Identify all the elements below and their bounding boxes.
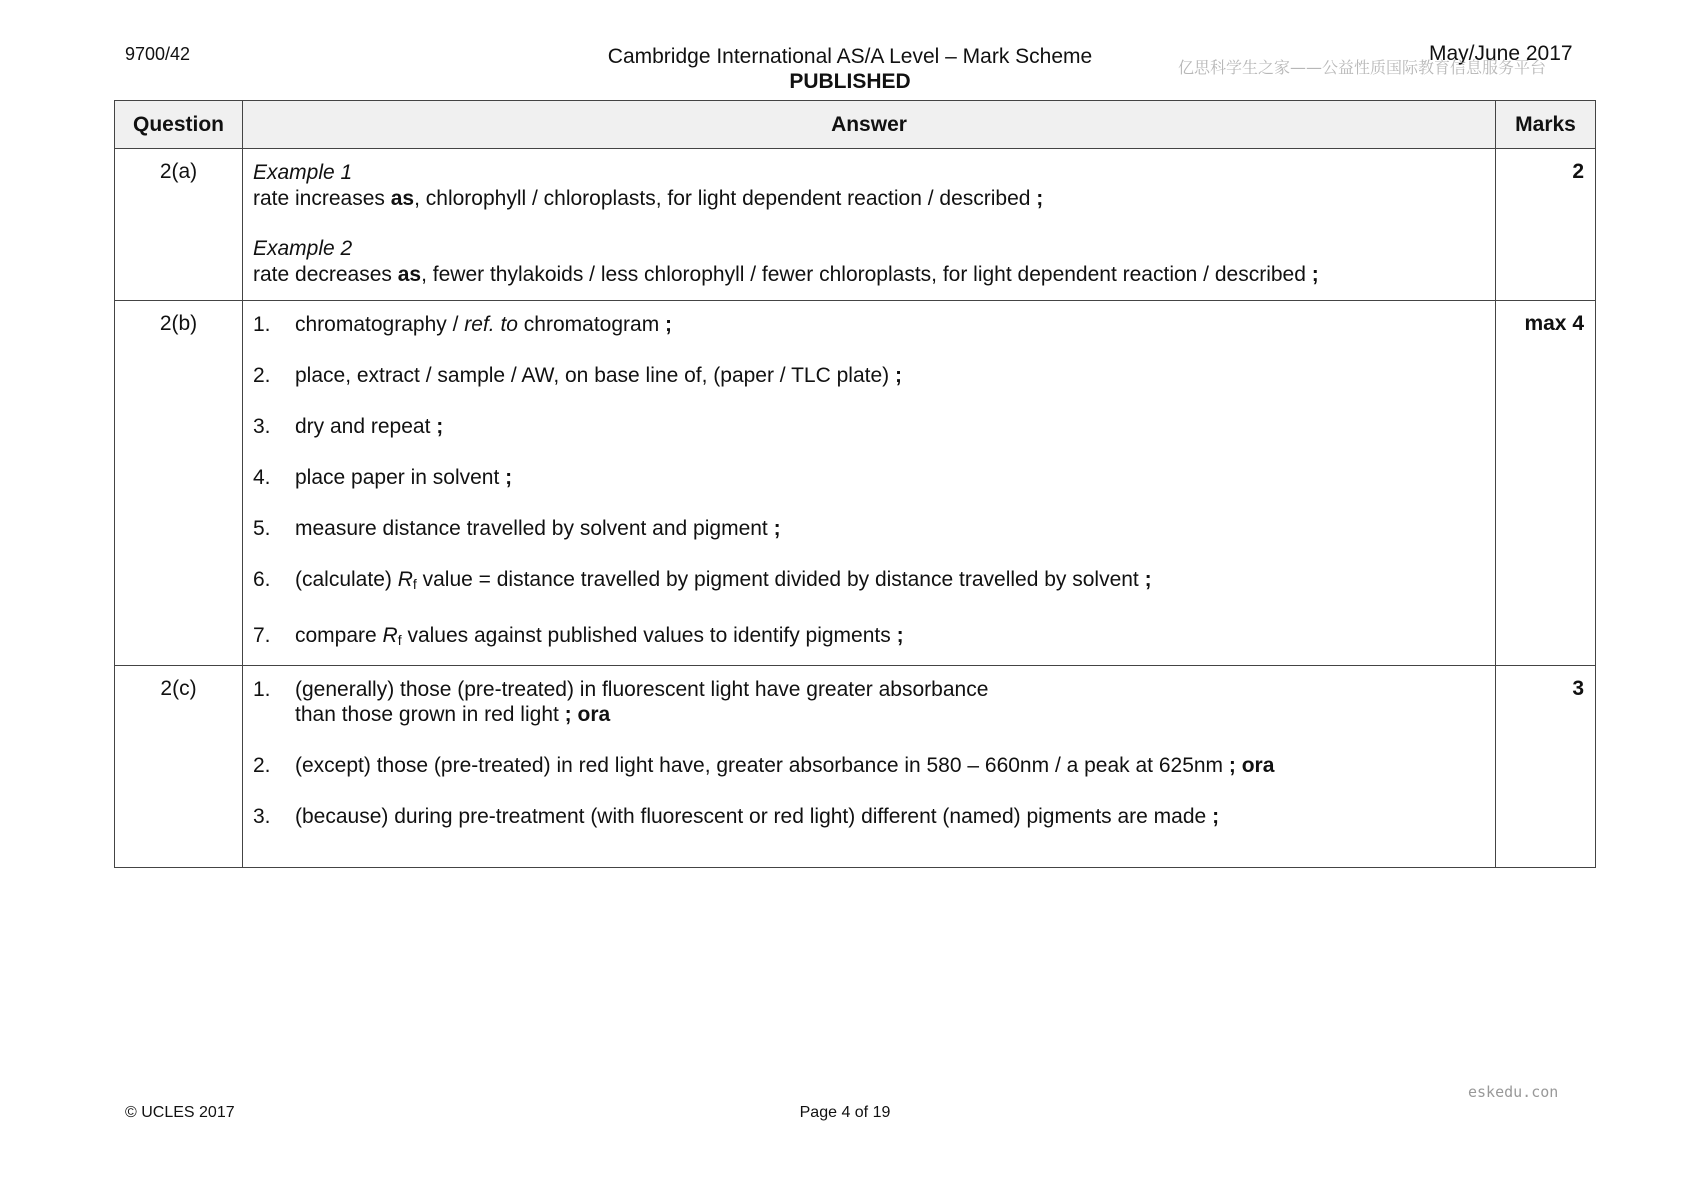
- marks-header: Marks: [1496, 101, 1596, 149]
- published-label: PUBLISHED: [789, 70, 911, 93]
- marking-point: 2. (except) those (pre-treated) in red light have, greater absorbance in 580 – 660nm / a peak at 625nm ; ora: [253, 754, 1275, 777]
- table-row: [115, 301, 1596, 666]
- example-answer: rate increases as, chlorophyll / chloroplasts, for light dependent reaction / described ;: [253, 187, 1044, 210]
- site-watermark: eskedu.con: [1468, 1083, 1559, 1101]
- table-row: [115, 666, 1596, 868]
- marking-point: 3. dry and repeat ;: [253, 415, 444, 438]
- marking-point: 1. (generally) those (pre-treated) in fluorescent light have greater absorbance than those grown in red light ; ora: [253, 678, 989, 726]
- marking-point: 1. chromatography / ref. to chromatogram ;: [253, 313, 673, 336]
- copyright-notice: © UCLES 2017: [125, 1104, 235, 1121]
- marking-point: 2. place, extract / sample / AW, on base line of, (paper / TLC plate) ;: [253, 364, 902, 387]
- question-number: 2(b): [115, 301, 243, 666]
- marks-value: 3: [1496, 666, 1596, 868]
- example-label: Example 2: [253, 237, 353, 260]
- marking-point: 5. measure distance travelled by solvent and pigment ;: [253, 517, 781, 540]
- marking-point: 7. compare $R_f$ values against published values to identify pigments ;: [253, 624, 904, 648]
- example-answer: rate decreases as, fewer thylakoids / less chlorophyll / fewer chloroplasts, for light dependent reaction / described ;: [253, 263, 1319, 286]
- marks-value: 2: [1496, 149, 1596, 301]
- marks-value: max 4: [1496, 301, 1596, 666]
- question-header: Question: [115, 101, 243, 149]
- paper-code: 9700/42: [125, 44, 191, 64]
- marking-point: 4. place paper in solvent ;: [253, 466, 513, 489]
- answer-header: Answer: [243, 101, 1496, 149]
- mark-scheme-table: [114, 100, 1596, 868]
- example-label: Example 1: [253, 161, 353, 184]
- question-number: 2(c): [115, 666, 243, 868]
- title-text: Cambridge International AS/A Level – Mark Scheme: [607, 45, 1093, 68]
- page-title: [500, 44, 1200, 94]
- answer-cell: [243, 149, 1496, 301]
- watermark-text: 亿思科学生之家——公益性质国际教育信息服务平台: [1178, 58, 1547, 77]
- answer-cell: [243, 301, 1496, 666]
- page-number: Page 4 of 19: [799, 1104, 891, 1121]
- answer-cell: [243, 666, 1496, 868]
- question-number: 2(a): [115, 149, 243, 301]
- table-header-row: [115, 101, 1596, 149]
- marking-point: 3. (because) during pre-treatment (with fluorescent or red light) different (named) pigments are made ;: [253, 805, 1220, 828]
- exam-session: May/June 2017: [1429, 42, 1573, 65]
- marking-point: 6. (calculate) $R_f$ value = distance travelled by pigment divided by distance travelled by solvent ;: [253, 568, 1152, 592]
- table-row: [115, 149, 1596, 301]
